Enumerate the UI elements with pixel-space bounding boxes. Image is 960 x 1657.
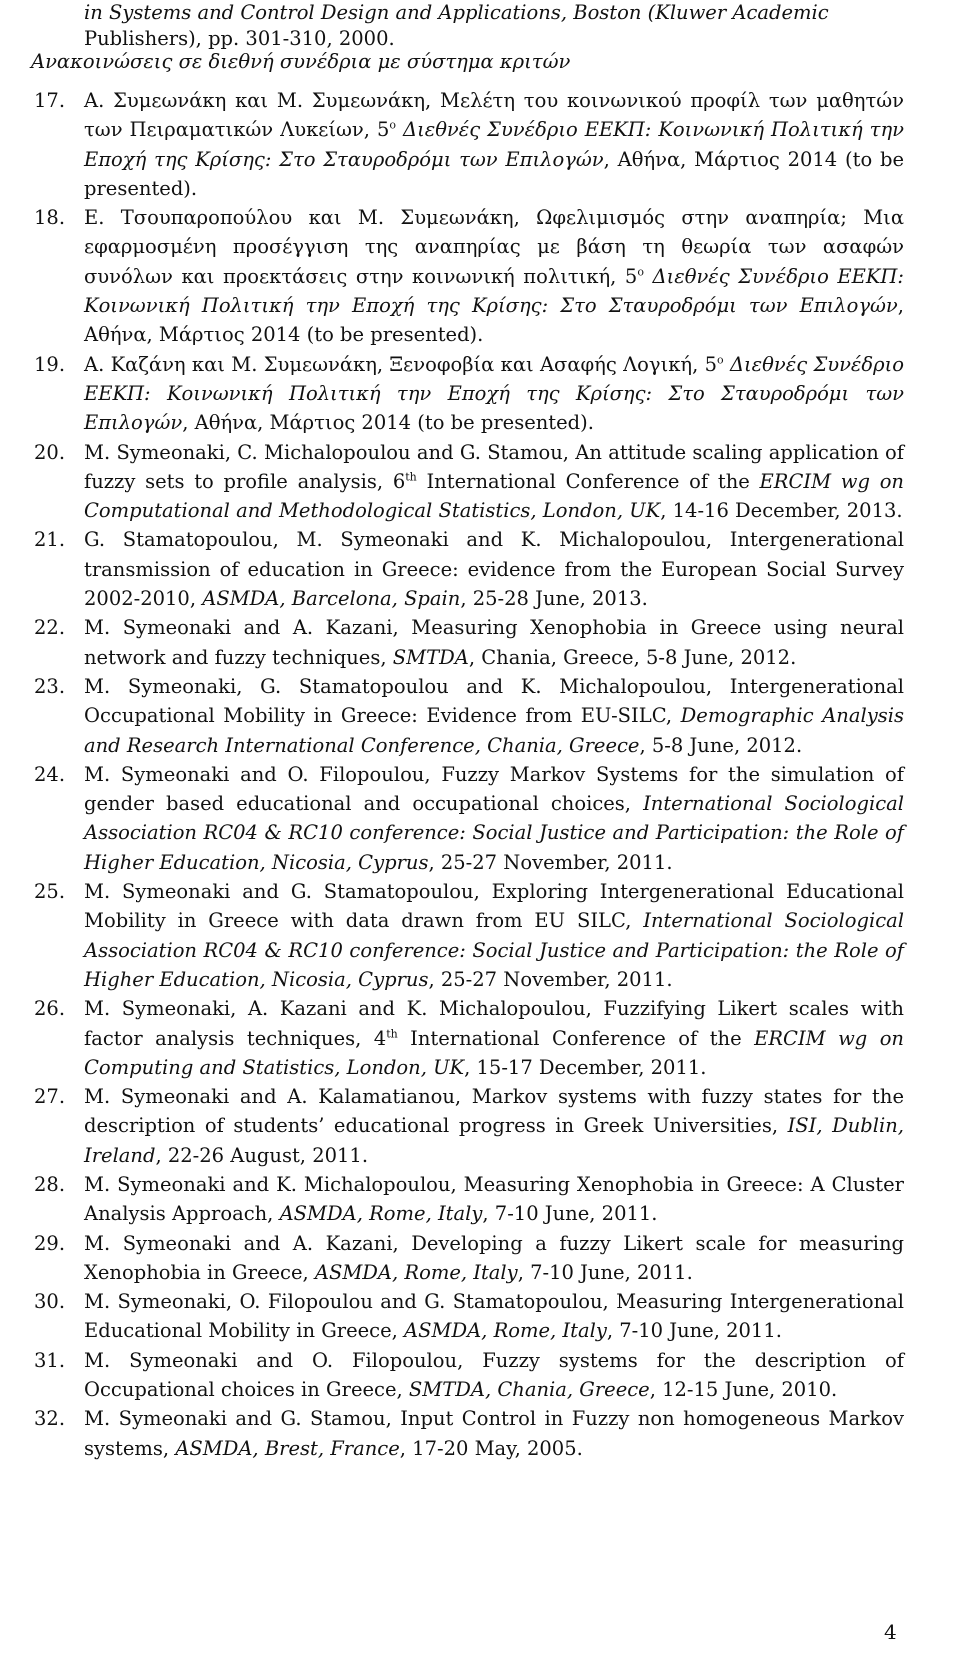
reference-item [34, 86, 904, 203]
reference-number: 18. [34, 206, 66, 230]
reference-text: A. Συμεωνάκη και Μ. Συμεωνάκη, Μελέτη του κοινωνικού προφίλ των μαθητών των Πειραματικών Λυκείων, 5 [84, 89, 904, 142]
reference-venue: ISI, Dublin, Ireland [84, 1114, 904, 1167]
reference-number: 23. [34, 674, 66, 698]
continuation-line-1: in Systems and Control Design and Applications, Boston (Kluwer Academic [84, 1, 829, 24]
reference-number: 30. [34, 1290, 66, 1314]
reference-venue: Διεθνές Συνέδριο ΕΕΚΠ: Κοινωνική Πολιτική την Εποχή της Κρίσης: Στο Σταυροδρόμι των Επιλογών [84, 118, 904, 171]
reference-date: , 7-10 June, 2011. [517, 1260, 693, 1284]
reference-date: , Αθήνα, Μάρτιος 2014 (to be presented). [84, 147, 904, 200]
reference-number: 32. [34, 1407, 66, 1431]
reference-text: M. Symeonaki and A. Kalamatianou, Markov systems with fuzzy states for the description of students’ educational progress in Greek Universities, [84, 1085, 904, 1138]
reference-text: International Conference of the [397, 1026, 755, 1050]
reference-number: 17. [34, 89, 66, 112]
reference-date: , 5-8 June, 2012. [639, 733, 803, 757]
reference-item [34, 613, 904, 672]
reference-number: 28. [34, 1172, 66, 1196]
reference-text: M. Symeonaki and O. Filopoulou, Fuzzy Markov Systems for the simulation of gender based educational and occupational choices, [84, 762, 904, 816]
reference-venue: ASMDA, Rome, Italy [314, 1260, 518, 1284]
ordinal-suffix: th [405, 470, 417, 484]
ordinal-suffix: ο [389, 118, 396, 132]
reference-number: 20. [34, 440, 66, 464]
reference-item [34, 1229, 904, 1288]
reference-date: , 12-15 June, 2010. [649, 1378, 838, 1402]
reference-text: M. Symeonaki, A. Kazani and K. Michalopoulou, Fuzzifying Likert scales with factor analysis techniques, 4 [84, 997, 904, 1050]
reference-item [34, 1170, 904, 1229]
reference-text: M. Symeonaki and O. Filopoulou, Fuzzy systems for the description of Occupational choices in Greece, [84, 1348, 904, 1402]
reference-item [34, 438, 904, 526]
section-heading: Ανακοινώσεις σε διεθνή συνέδρια με σύστημα κριτών [31, 50, 571, 73]
reference-date: , 22-26 August, 2011. [155, 1143, 369, 1167]
ordinal-suffix: th [386, 1027, 398, 1040]
reference-item [34, 1082, 904, 1170]
reference-number: 21. [34, 528, 66, 552]
reference-venue: ASMDA, Brest, France [175, 1436, 400, 1460]
reference-date: , 7-10 June, 2011. [482, 1202, 658, 1226]
reference-item [34, 525, 904, 613]
reference-date: , 25-28 June, 2013. [460, 587, 648, 611]
reference-text: M. Symeonaki and G. Stamatopoulou, Exploring Intergenerational Educational Mobility in Greece with data drawn from EU SILC, [84, 880, 904, 933]
reference-number: 24. [34, 762, 66, 786]
page-number: 4 [884, 1620, 897, 1644]
reference-venue: International Sociological Association RC04 & RC10 conference: Social Justice and Participation: the Role of Higher Education, Nicosia, Cyprus [84, 909, 904, 991]
reference-number: 26. [34, 997, 66, 1021]
reference-number: 25. [34, 880, 66, 904]
reference-venue: Διεθνές Συνέδριο ΕΕΚΠ: Κοινωνική Πολιτική την Εποχή της Κρίσης: Στο Σταυροδρόμι των Επιλογών [84, 352, 904, 435]
continuation-line-2: Publishers), pp. 301-310, 2000. [84, 27, 395, 50]
reference-text: M. Symeonaki and A. Kazani, Developing a fuzzy Likert scale for measuring Xenophobia in Greece, [84, 1231, 904, 1284]
reference-venue: ASMDA, Barcelona, Spain [202, 587, 461, 611]
reference-number: 27. [34, 1085, 66, 1109]
reference-venue: ERCIM wg on Computing and Statistics, London, UK [84, 1026, 904, 1079]
reference-venue: SMTDA, Chania, Greece [408, 1378, 650, 1402]
reference-date: , Αθήνα, Μάρτιος 2014 (to be presented). [84, 294, 904, 347]
reference-item [34, 1346, 904, 1405]
reference-date: , Chania, Greece, 5-8 June, 2012. [468, 645, 797, 669]
reference-text: Ε. Τσουπαροπούλου και Μ. Συμεωνάκη, Ωφελιμισμός στην αναπηρία; Μια εφαρμοσμένη προσέγγιση της αναπηρίας με βάση τη θεωρία των ασαφών συνόλων και προεκτάσεις στην κοινωνική πολιτική, 5 [84, 206, 904, 288]
ordinal-suffix: ο [637, 265, 644, 279]
reference-text: Α. Καζάνη και Μ. Συμεωνάκη, Ξενοφοβία και Ασαφής Λογική, 5 [84, 352, 718, 376]
reference-date: , 17-20 May, 2005. [399, 1436, 583, 1460]
reference-venue: International Sociological Association RC04 & RC10 conference: Social Justice and Participation: the Role of Higher Education, Nicosia, Cyprus [84, 792, 904, 874]
reference-item [34, 203, 904, 349]
reference-venue: SMTDA [392, 645, 469, 669]
reference-text: M. Symeonaki, C. Michalopoulou and G. Stamou, An attitude scaling application of fuzzy sets to profile analysis, 6 [84, 440, 904, 493]
reference-item [34, 1287, 904, 1346]
reference-date: , 15-17 December, 2011. [464, 1055, 707, 1079]
reference-text: G. Stamatopoulou, M. Symeonaki and K. Michalopoulou, Intergenerational transmission of education in Greece: evidence from the European Social Survey 2002-2010, [84, 528, 904, 611]
ordinal-suffix: ο [717, 353, 724, 367]
reference-date: , 7-10 June, 2011. [606, 1319, 782, 1343]
reference-date: , 25-27 November, 2011. [428, 850, 673, 874]
reference-item [34, 350, 904, 438]
reference-text: International Conference of the [416, 469, 760, 493]
reference-list [0, 86, 960, 1463]
reference-venue: ERCIM wg on Computational and Methodological Statistics, London, UK [84, 469, 904, 523]
reference-date: , 14-16 December, 2013. [660, 499, 903, 523]
reference-venue: Demographic Analysis and Research International Conference, Chania, Greece [84, 704, 904, 757]
reference-item [34, 877, 904, 994]
reference-venue: ASMDA, Rome, Italy [279, 1202, 483, 1226]
reference-number: 22. [34, 616, 66, 640]
reference-text: M. Symeonaki and A. Kazani, Measuring Xenophobia in Greece using neural network and fuzzy techniques, [84, 616, 904, 669]
reference-item [34, 1404, 904, 1463]
reference-item [34, 994, 904, 1082]
reference-venue: ASMDA, Rome, Italy [404, 1319, 607, 1343]
reference-date: , Αθήνα, Μάρτιος 2014 (to be presented). [182, 411, 594, 435]
reference-number: 29. [34, 1231, 66, 1255]
reference-text: M. Symeonaki and K. Michalopoulou, Measuring Xenophobia in Greece: A Cluster Analysis Approach, [84, 1172, 904, 1226]
reference-number: 31. [34, 1348, 66, 1372]
reference-date: , 25-27 November, 2011. [428, 967, 673, 991]
reference-text: M. Symeonaki and G. Stamou, Input Control in Fuzzy non homogeneous Markov systems, [84, 1407, 904, 1460]
reference-text: M. Symeonaki, G. Stamatopoulou and K. Michalopoulou, Intergenerational Occupational Mobility in Greece: Evidence from EU-SILC, [84, 674, 904, 728]
reference-number: 19. [34, 352, 66, 376]
reference-item [34, 672, 904, 760]
reference-text: M. Symeonaki, O. Filopoulou and G. Stamatopoulou, Measuring Intergenerational Educational Mobility in Greece, [84, 1290, 904, 1343]
reference-venue: Διεθνές Συνέδριο ΕΕΚΠ: Κοινωνική Πολιτική την Εποχή της Κρίσης: Στο Σταυροδρόμι των Επιλογών [84, 264, 904, 318]
reference-item [34, 760, 904, 877]
